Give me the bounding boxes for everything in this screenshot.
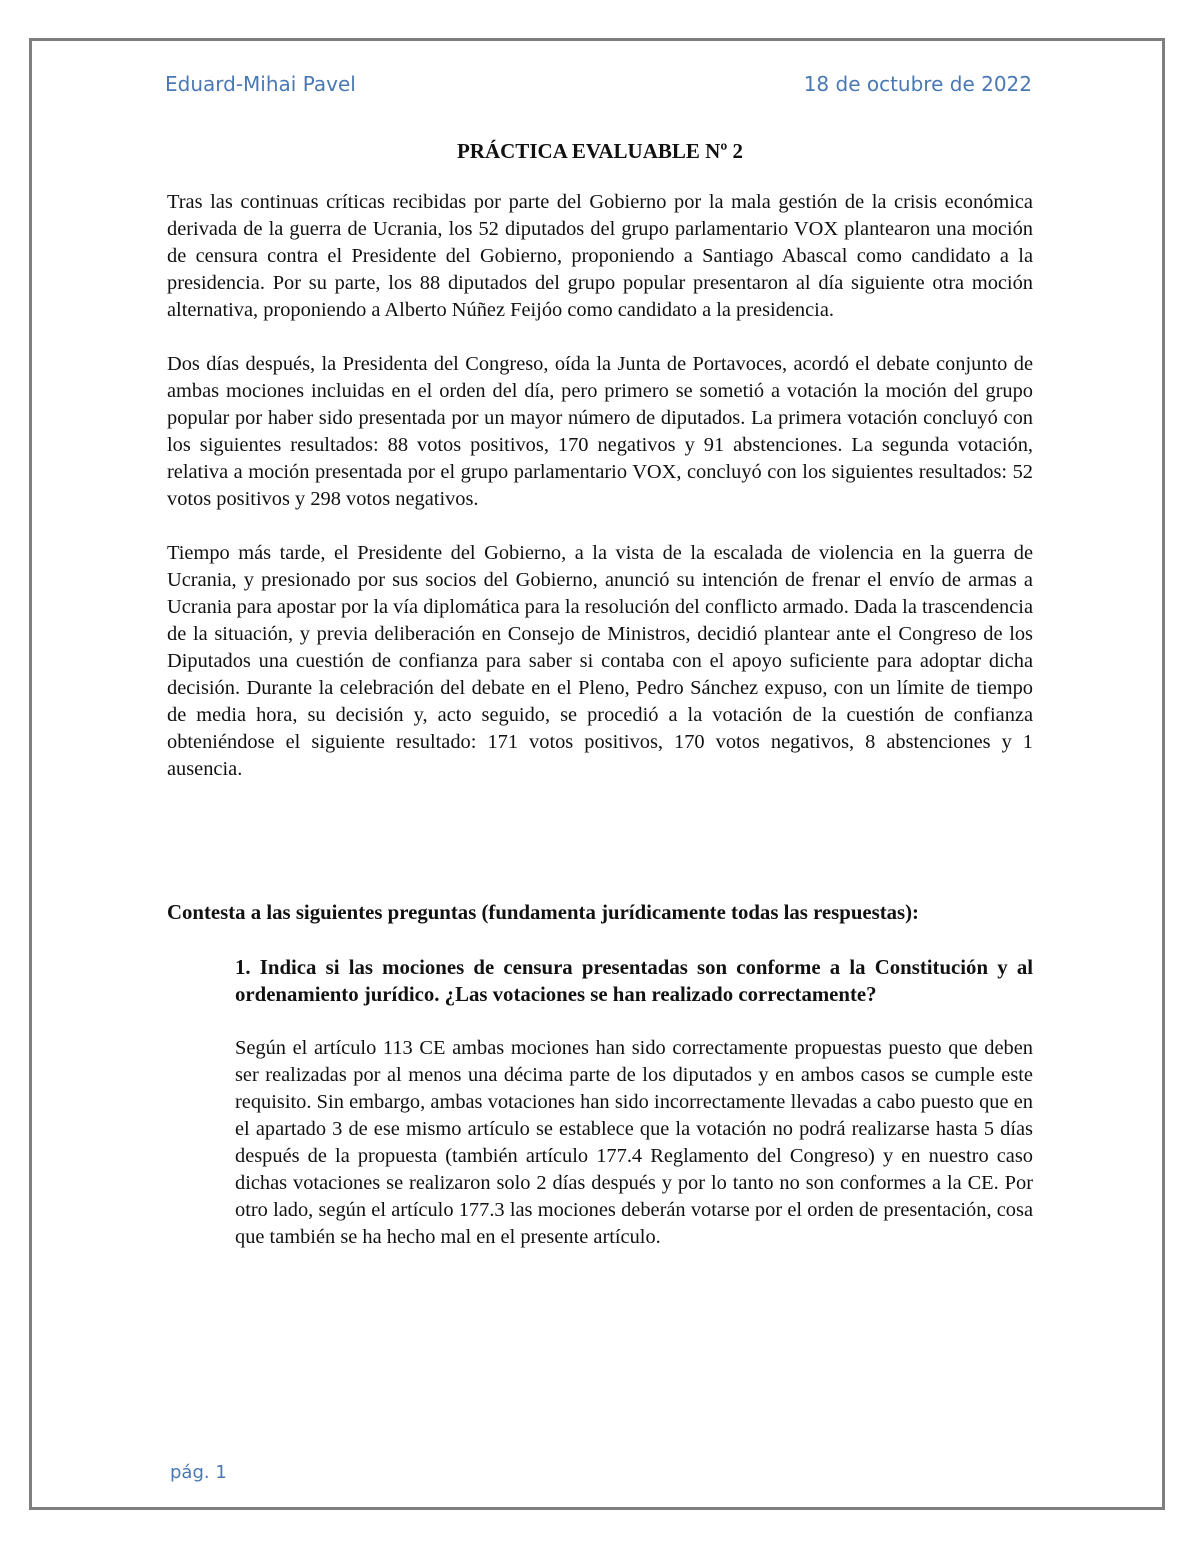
question-block-1: [235, 954, 1033, 1251]
question-1: 1. Indica si las mociones de censura presentadas son conforme a la Constitución y al ordenamiento jurídico. ¿Las votaciones se han realizado correctamente?: [235, 956, 1033, 1006]
paragraph-3: Tiempo más tarde, el Presidente del Gobierno, a la vista de la escalada de violencia en la guerra de Ucrania, y presionado por sus socios del Gobierno, anunció su intención de frenar el envío de armas a Ucrania para apostar por la vía diplomática para la resolución del conflicto armado. Dada la trascendencia de la situación, y previa deliberación en Consejo de Ministros, decidió plantear ante el Congreso de los Diputados una cuestión de confianza para saber si contaba con el apoyo suficiente para adoptar dicha decisión. Durante la celebración del debate en el Pleno, Pedro Sánchez expuso, con un límite de tiempo de media hora, su decisión y, acto seguido, se procedió a la votación de la cuestión de confianza obteniéndose el siguiente resultado: 171 votos positivos, 170 votos negativos, 8 abstenciones y 1 ausencia.: [167, 542, 1033, 780]
page-number: pág. 1: [170, 1462, 227, 1483]
spacer: [167, 810, 1033, 899]
header-author: Eduard-Mihai Pavel: [165, 72, 356, 96]
instruction-heading: Contesta a las siguientes preguntas (fundamenta jurídicamente todas las respuestas):: [167, 901, 919, 924]
document-title: PRÁCTICA EVALUABLE Nº 2: [456, 139, 743, 163]
answer-1: Según el artículo 113 CE ambas mociones han sido correctamente propuestas puesto que deben ser realizadas por al menos una décima parte de los diputados y en ambos casos se cumple este requisito. Sin embargo, ambas votaciones han sido incorrectamente llevadas a cabo puesto que en el apartado 3 de ese mismo artículo se establece que la votación no podrá realizarse hasta 5 días después de la propuesta (también artículo 177.4 Reglamento del Congreso) y en nuestro caso dichas votaciones se realizaron solo 2 días después y por lo tanto no son conformes a la CE. Por otro lado, según el artículo 177.3 las mociones deberán votarse por el orden de presentación, cosa que también se ha hecho mal en el presente artículo.: [235, 1037, 1033, 1248]
paragraph-2: Dos días después, la Presidenta del Congreso, oída la Junta de Portavoces, acordó el debate conjunto de ambas mociones incluidas en el orden del día, pero primero se sometió a votación la moción del grupo popular por haber sido presentada por un mayor número de diputados. La primera votación concluyó con los siguientes resultados: 88 votos positivos, 170 negativos y 91 abstenciones. La segunda votación, relativa a moción presentada por el grupo parlamentario VOX, concluyó con los siguientes resultados: 52 votos positivos y 298 votos negativos.: [167, 353, 1033, 510]
document-body: [167, 138, 1033, 1251]
paragraph-1: Tras las continuas críticas recibidas por parte del Gobierno por la mala gestión de la crisis económica derivada de la guerra de Ucrania, los 52 diputados del grupo parlamentario VOX plantearon una moción de censura contra el Presidente del Gobierno, proponiendo a Santiago Abascal como candidato a la presidencia. Por su parte, los 88 diputados del grupo popular presentaron al día siguiente otra moción alternativa, proponiendo a Alberto Núñez Feijóo como candidato a la presidencia.: [167, 191, 1033, 321]
header-date: 18 de octubre de 2022: [803, 72, 1032, 96]
